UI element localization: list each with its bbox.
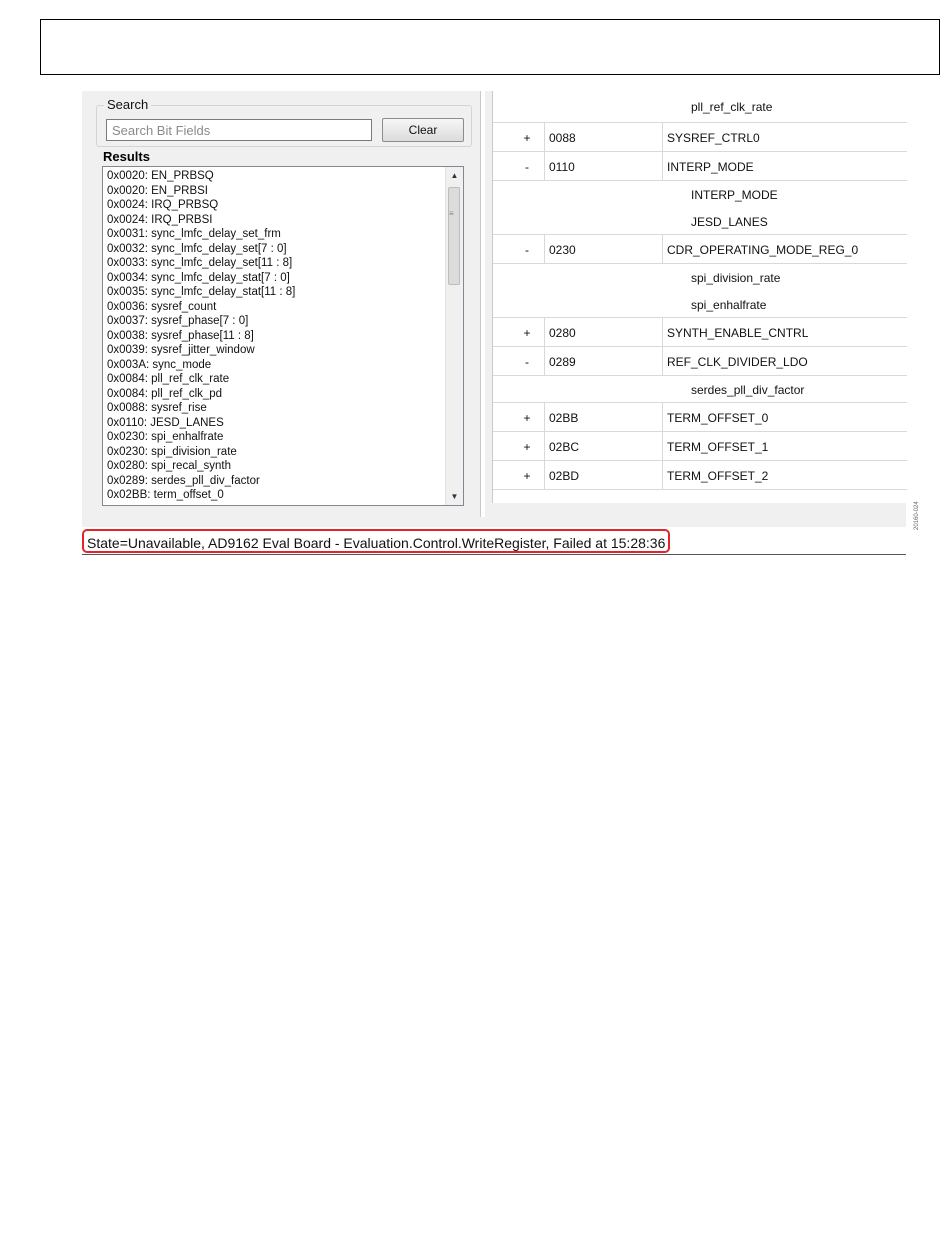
bitfield-row [493,291,907,318]
column-divider [544,235,545,264]
register-name: SYSREF_CTRL0 [667,131,760,145]
column-divider [662,432,663,461]
bitfield-row [493,208,907,235]
register-name: REF_CLK_DIVIDER_LDO [667,355,808,369]
collapse-icon[interactable]: - [525,355,529,369]
column-divider [544,403,545,432]
register-row[interactable] [493,403,907,432]
column-divider [544,461,545,490]
expand-icon[interactable]: + [523,469,531,483]
results-list-item[interactable]: 0x02BB: term_offset_0 [107,489,224,501]
register-address: 0230 [549,243,576,257]
register-name: CDR_OPERATING_MODE_REG_0 [667,243,859,257]
page-header-box [40,19,940,75]
register-name: TERM_OFFSET_2 [667,469,769,483]
column-divider [544,318,545,347]
results-list-item[interactable]: 0x0032: sync_lmfc_delay_set[7 : 0] [107,242,287,255]
column-divider [662,235,663,264]
register-address: 0280 [549,326,576,340]
register-name: INTERP_MODE [667,160,754,174]
results-list-item[interactable]: 0x0033: sync_lmfc_delay_set[11 : 8] [107,257,293,269]
results-list-item[interactable]: 0x003A: sync_mode [107,358,212,371]
scroll-down-icon[interactable]: ▼ [450,492,459,501]
results-list-item[interactable]: 0x0084: pll_ref_clk_pd [107,387,223,400]
results-list-item[interactable]: 0x0031: sync_lmfc_delay_set_frm [107,228,281,240]
column-divider [662,318,663,347]
register-row[interactable] [493,318,907,347]
results-list-item[interactable]: 0x0280: spi_recal_synth [107,460,232,472]
bitfield-row [493,91,907,123]
clear-button[interactable]: Clear [382,118,464,142]
column-divider [662,347,663,376]
column-divider [544,152,545,181]
bitfield-name: spi_enhalfrate [691,298,767,312]
column-divider [544,123,545,152]
expand-icon[interactable]: + [523,131,531,145]
register-panel [485,91,906,517]
bitfield-row [493,264,907,291]
register-grid [492,91,907,503]
status-bar [82,529,906,555]
results-list-item[interactable]: 0x0020: EN_PRBSQ [107,170,214,182]
bitfield-name: pll_ref_clk_rate [691,100,773,114]
register-row[interactable] [493,152,907,181]
results-list-item[interactable]: 0x0036: sysref_count [107,300,217,313]
search-input[interactable] [106,119,372,141]
register-row[interactable] [493,461,907,490]
bitfield-name: JESD_LANES [691,215,768,229]
results-list-item[interactable]: 0x0088: sysref_rise [107,402,207,414]
column-divider [662,152,663,181]
expand-icon[interactable]: + [523,440,531,454]
bitfield-name: serdes_pll_div_factor [691,383,805,397]
register-address: 0289 [549,355,576,369]
column-divider [662,461,663,490]
results-list-item[interactable]: 0x0037: sysref_phase[7 : 0] [107,315,249,327]
results-list-item[interactable]: 0x0039: sysref_jitter_window [107,344,255,356]
results-list[interactable] [102,166,464,506]
register-address: 02BB [549,411,579,425]
results-list-item[interactable]: 0x0084: pll_ref_clk_rate [107,373,230,385]
register-row[interactable] [493,123,907,152]
register-name: SYNTH_ENABLE_CNTRL [667,326,809,340]
results-list-item[interactable]: 0x0024: IRQ_PRBSI [107,213,213,226]
register-address: 02BD [549,469,580,483]
register-address: 0088 [549,131,576,145]
search-panel [82,91,481,517]
register-row[interactable] [493,432,907,461]
column-divider [544,347,545,376]
results-list-item[interactable]: 0x0034: sync_lmfc_delay_stat[7 : 0] [107,271,290,284]
register-row[interactable] [493,235,907,264]
results-scrollbar[interactable] [445,167,463,505]
register-row[interactable] [493,347,907,376]
results-list-item[interactable]: 0x0020: EN_PRBSI [107,184,209,197]
column-divider [544,432,545,461]
register-name: TERM_OFFSET_0 [667,411,769,425]
results-list-item[interactable]: 0x0230: spi_enhalfrate [107,431,224,443]
expand-icon[interactable]: + [523,411,531,425]
figure-id: 20160-024 [914,501,920,530]
scroll-thumb[interactable] [448,187,460,285]
register-address: 02BC [549,440,580,454]
bitfield-name: spi_division_rate [691,271,781,285]
results-list-item[interactable]: 0x0230: spi_division_rate [107,445,237,458]
expand-icon[interactable]: + [523,326,531,340]
bitfield-row [493,376,907,403]
bitfield-name: INTERP_MODE [691,188,778,202]
register-address: 0110 [549,160,575,174]
search-group-label: Search [104,97,151,112]
status-text: State=Unavailable, AD9162 Eval Board - Evaluation.Control.WriteRegister, Failed at 15:28:36 [82,529,670,553]
scroll-grip-icon: ≡ [449,209,454,218]
panel-bottom-strip [82,517,906,527]
column-divider [662,123,663,152]
scroll-up-icon[interactable]: ▲ [450,171,459,180]
bitfield-row [493,181,907,208]
collapse-icon[interactable]: - [525,160,529,174]
results-list-item[interactable]: 0x0110: JESD_LANES [107,416,224,429]
results-list-item[interactable]: 0x0038: sysref_phase[11 : 8] [107,329,254,342]
column-divider [662,403,663,432]
results-list-item[interactable]: 0x0035: sync_lmfc_delay_stat[11 : 8] [107,286,296,298]
status-divider [82,554,906,555]
results-list-item[interactable]: 0x0024: IRQ_PRBSQ [107,199,219,211]
results-label: Results [103,149,150,164]
register-name: TERM_OFFSET_1 [667,440,769,454]
results-list-item[interactable]: 0x0289: serdes_pll_div_factor [107,474,260,487]
app-screenshot [82,91,906,557]
collapse-icon[interactable]: - [525,243,529,257]
